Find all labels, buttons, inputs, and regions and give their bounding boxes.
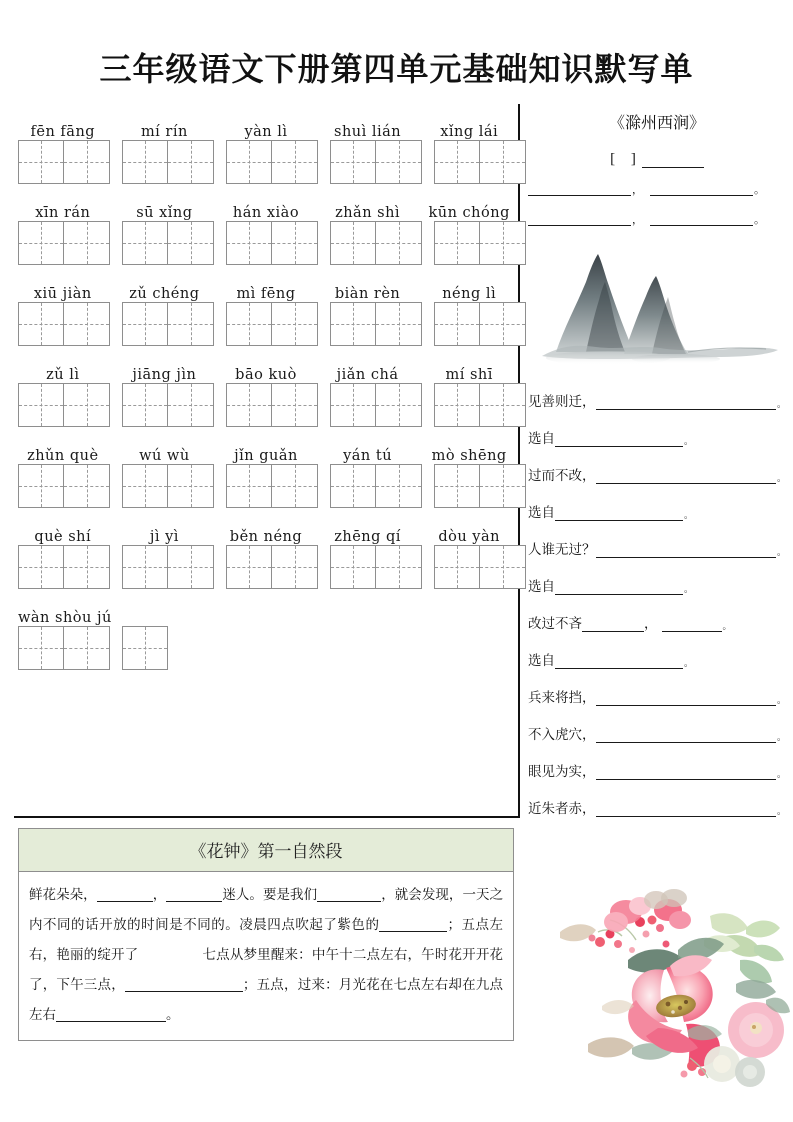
tianzige-cell[interactable] <box>272 383 318 427</box>
tianzige-cell[interactable] <box>480 302 526 346</box>
tianzige-cell[interactable] <box>272 464 318 508</box>
pinyin-label-row <box>18 272 514 302</box>
proverb-text: 选自 <box>528 431 555 448</box>
tianzige-cell[interactable] <box>272 221 318 265</box>
proverb-text: 不入虎穴， <box>528 727 596 744</box>
proverb-text: 兵来将挡， <box>528 690 596 707</box>
proverb-blank[interactable] <box>662 617 722 632</box>
poem-blank-row <box>528 182 786 196</box>
tianzige-cell[interactable] <box>480 221 526 265</box>
tianzige-cell[interactable] <box>64 464 110 508</box>
proverb-period: 。 <box>776 548 786 558</box>
pinyin-row <box>18 596 514 676</box>
pinyin-label: zhǎn shì <box>335 205 401 221</box>
proverb-line <box>528 569 786 595</box>
tianzige-cell[interactable] <box>122 626 168 670</box>
proverb-line <box>528 717 786 743</box>
proverb-comma: ， <box>644 616 658 633</box>
tianzige-group[interactable] <box>434 302 526 352</box>
poem-author-line <box>528 151 786 168</box>
tianzige-group[interactable] <box>122 626 168 676</box>
proverb-blank[interactable] <box>596 395 776 410</box>
tianzige-group[interactable] <box>330 140 422 190</box>
tianzige-cell[interactable] <box>480 464 526 508</box>
floral-decoration <box>540 888 790 1103</box>
tianzige-group[interactable] <box>434 545 526 595</box>
poem-section <box>528 110 786 828</box>
tianzige-cell[interactable] <box>168 221 214 265</box>
pinyin-label: sū xǐng <box>136 205 193 221</box>
grid-row <box>18 383 514 433</box>
proverb-blank[interactable] <box>596 765 776 780</box>
author-blank[interactable] <box>642 153 704 168</box>
tianzige-cell[interactable] <box>226 221 272 265</box>
proverb-text: 人谁无过？ <box>528 542 596 559</box>
pinyin-label: biàn rèn <box>334 286 401 302</box>
pinyin-label: mí shī <box>445 367 493 383</box>
article-blank-6[interactable] <box>56 1007 166 1022</box>
pinyin-label: zhēng qí <box>334 529 401 545</box>
tianzige-cell[interactable] <box>168 140 214 184</box>
proverb-line <box>528 458 786 484</box>
proverb-text: 近朱者赤， <box>528 801 596 818</box>
poem-title: 《滁州西涧》 <box>608 113 705 132</box>
proverb-blank[interactable] <box>596 543 776 558</box>
tianzige-group[interactable] <box>18 302 110 352</box>
tianzige-cell[interactable] <box>376 545 422 589</box>
tianzige-cell[interactable] <box>480 545 526 589</box>
tianzige-group[interactable] <box>18 140 110 190</box>
tianzige-cell[interactable] <box>434 221 480 265</box>
tianzige-cell[interactable] <box>330 302 376 346</box>
tianzige-cell[interactable] <box>18 140 64 184</box>
tianzige-group[interactable] <box>330 545 422 595</box>
proverb-period: 。 <box>684 511 694 521</box>
tianzige-group[interactable] <box>226 383 318 433</box>
tianzige-cell[interactable] <box>122 545 168 589</box>
article-text-2: ， <box>152 887 167 903</box>
pinyin-label: xiū jiàn <box>33 286 92 302</box>
tianzige-group[interactable] <box>226 464 318 514</box>
grid-row <box>18 140 514 190</box>
tianzige-cell[interactable] <box>434 383 480 427</box>
tianzige-cell[interactable] <box>376 221 422 265</box>
tianzige-cell[interactable] <box>18 302 64 346</box>
horizontal-divider <box>14 816 519 818</box>
pinyin-label: kūn chóng <box>428 205 510 221</box>
tianzige-cell[interactable] <box>330 383 376 427</box>
proverb-line <box>528 606 786 632</box>
tianzige-cell[interactable] <box>64 140 110 184</box>
proverb-text: 改过不吝 <box>528 616 582 633</box>
proverb-text: 选自 <box>528 505 555 522</box>
grid-row <box>18 545 514 595</box>
tianzige-group[interactable] <box>18 464 110 514</box>
tianzige-cell[interactable] <box>226 545 272 589</box>
pinyin-label: wú wù <box>139 448 190 464</box>
pinyin-label: què shí <box>34 529 92 545</box>
tianzige-cell[interactable] <box>64 383 110 427</box>
pinyin-label-row <box>18 434 514 464</box>
pinyin-label: hán xiào <box>232 205 300 221</box>
article-text-13: 。 <box>166 1007 180 1023</box>
tianzige-cell[interactable] <box>64 626 110 670</box>
proverb-blank[interactable] <box>596 691 776 706</box>
tianzige-group[interactable] <box>18 383 110 433</box>
tianzige-cell[interactable] <box>168 302 214 346</box>
grid-row <box>18 626 514 676</box>
pinyin-label-row <box>18 596 514 626</box>
proverb-line <box>528 384 786 410</box>
tianzige-cell[interactable] <box>272 545 318 589</box>
proverb-line <box>528 680 786 706</box>
author-bracket: [ ] <box>610 151 642 167</box>
pinyin-label: shuì lián <box>334 124 402 140</box>
tianzige-cell[interactable] <box>168 464 214 508</box>
tianzige-cell[interactable] <box>480 140 526 184</box>
tianzige-cell[interactable] <box>122 140 168 184</box>
article-blank-3[interactable] <box>317 887 381 902</box>
article-body <box>19 872 513 1040</box>
tianzige-cell[interactable] <box>226 140 272 184</box>
tianzige-cell[interactable] <box>64 302 110 346</box>
article-text-12: 却在九点左右 <box>29 977 504 1023</box>
pinyin-label: xǐng lái <box>440 124 499 140</box>
proverb-text: 眼见为实， <box>528 764 596 781</box>
tianzige-group[interactable] <box>122 545 214 595</box>
pinyin-label: jiāng jìn <box>132 367 197 383</box>
poem-period-1: 。 <box>754 184 765 196</box>
pinyin-label-row <box>18 353 514 383</box>
tianzige-cell[interactable] <box>376 464 422 508</box>
tianzige-group[interactable] <box>122 464 214 514</box>
tianzige-group[interactable] <box>18 545 110 595</box>
pinyin-label: mì fēng <box>236 286 296 302</box>
article-blank-1[interactable] <box>97 887 153 902</box>
tianzige-group[interactable] <box>330 464 422 514</box>
tianzige-cell[interactable] <box>330 221 376 265</box>
tianzige-cell[interactable] <box>18 626 64 670</box>
tianzige-group[interactable] <box>434 221 526 271</box>
proverb-text: 过而不改， <box>528 468 596 485</box>
tianzige-cell[interactable] <box>122 221 168 265</box>
tianzige-group[interactable] <box>18 221 110 271</box>
poem-period-2: 。 <box>754 214 765 226</box>
pinyin-label: dòu yàn <box>438 529 500 545</box>
article-text-7: ；五点左右，艳丽的绽开了 <box>29 917 504 963</box>
tianzige-group[interactable] <box>122 140 214 190</box>
proverb-line <box>528 532 786 558</box>
poem-blank-1a[interactable] <box>528 182 631 196</box>
tianzige-cell[interactable] <box>18 221 64 265</box>
proverb-blank[interactable] <box>596 469 776 484</box>
tianzige-cell[interactable] <box>376 383 422 427</box>
article-blank-4[interactable] <box>379 917 447 932</box>
tianzige-cell[interactable] <box>122 464 168 508</box>
proverb-line <box>528 495 786 521</box>
pinyin-label: jiǎn chá <box>336 367 399 383</box>
proverb-blank[interactable] <box>555 580 683 595</box>
tianzige-cell[interactable] <box>272 140 318 184</box>
poem-blank-1b[interactable] <box>650 182 753 196</box>
proverb-blank[interactable] <box>555 432 683 447</box>
proverb-period: 。 <box>684 437 694 447</box>
tianzige-cell[interactable] <box>272 302 318 346</box>
pinyin-label-row <box>18 110 514 140</box>
pinyin-label-row <box>18 191 514 221</box>
tianzige-cell[interactable] <box>168 383 214 427</box>
proverb-text: 见善则迁， <box>528 394 596 411</box>
pinyin-label: néng lì <box>442 286 497 302</box>
pinyin-label: zhǔn què <box>27 448 99 464</box>
tianzige-group[interactable] <box>434 464 526 514</box>
pinyin-label: yán tú <box>343 448 393 464</box>
pinyin-label: zǔ lì <box>46 367 80 383</box>
grid-row <box>18 302 514 352</box>
vertical-divider <box>518 104 520 818</box>
proverb-period: 。 <box>776 400 786 410</box>
tianzige-cell[interactable] <box>330 464 376 508</box>
article-text-10: 点， <box>97 977 125 993</box>
article-text-3: 迷人。要是我们 <box>222 887 318 903</box>
proverb-period: 。 <box>776 474 786 484</box>
poem-blank-2b[interactable] <box>650 212 753 226</box>
tianzige-cell[interactable] <box>18 383 64 427</box>
tianzige-cell[interactable] <box>434 464 480 508</box>
proverb-period: 。 <box>684 659 694 669</box>
pinyin-label-row <box>18 515 514 545</box>
tianzige-group[interactable] <box>330 383 422 433</box>
proverb-period: 。 <box>776 807 786 817</box>
page-title: 三年级语文下册第四单元基础知识默写单 <box>99 50 694 88</box>
proverb-period: 。 <box>776 696 786 706</box>
pinyin-row <box>18 272 514 352</box>
pinyin-label: bāo kuò <box>235 367 297 383</box>
proverb-line <box>528 421 786 447</box>
pinyin-row <box>18 434 514 514</box>
tianzige-cell[interactable] <box>168 545 214 589</box>
tianzige-group[interactable] <box>226 545 318 595</box>
tianzige-cell[interactable] <box>226 302 272 346</box>
tianzige-cell[interactable] <box>376 302 422 346</box>
pinyin-label: běn néng <box>229 529 303 545</box>
pinyin-label: xīn rán <box>35 205 91 221</box>
proverb-text: 选自 <box>528 579 555 596</box>
proverb-blank[interactable] <box>596 728 776 743</box>
proverb-line <box>528 643 786 669</box>
grid-row <box>18 221 514 271</box>
tianzige-group[interactable] <box>434 383 526 433</box>
tianzige-group[interactable] <box>226 140 318 190</box>
article-paragraph <box>29 880 503 1030</box>
tianzige-cell[interactable] <box>434 140 480 184</box>
proverb-list <box>528 384 786 817</box>
article-box <box>18 828 514 1041</box>
article-text-5: 现，一天之内不同的话开放的时间是不同的。凌晨四点吹起了紫色 <box>29 887 504 933</box>
tianzige-cell[interactable] <box>122 383 168 427</box>
proverb-text: 选自 <box>528 653 555 670</box>
tianzige-cell[interactable] <box>376 140 422 184</box>
article-text-9: 来：中午十二点左右，午时花开开花了，下午三 <box>29 947 504 993</box>
proverb-blank[interactable] <box>596 802 776 817</box>
poem-blank-row <box>528 212 786 226</box>
tianzige-group[interactable] <box>226 221 318 271</box>
tianzige-cell[interactable] <box>18 464 64 508</box>
tianzige-cell[interactable] <box>64 545 110 589</box>
pinyin-grid-section <box>18 110 514 677</box>
pinyin-label: zǔ chéng <box>129 286 200 302</box>
proverb-period: 。 <box>684 585 694 595</box>
pinyin-row <box>18 191 514 271</box>
proverb-line <box>528 791 786 817</box>
tianzige-group[interactable] <box>434 140 526 190</box>
tianzige-cell[interactable] <box>18 545 64 589</box>
proverb-blank[interactable] <box>555 654 683 669</box>
proverb-blank[interactable] <box>555 506 683 521</box>
article-blank-2[interactable] <box>166 887 222 902</box>
poem-blank-2a[interactable] <box>528 212 631 226</box>
proverb-blank[interactable] <box>582 617 644 632</box>
article-text-8: 七点从梦里醒 <box>202 947 285 963</box>
pinyin-row <box>18 110 514 190</box>
mountain-ink-illustration <box>528 242 786 370</box>
proverb-period: 。 <box>722 622 732 632</box>
proverb-line <box>528 754 786 780</box>
poem-comma-1: ， <box>632 184 643 196</box>
tianzige-group[interactable] <box>122 221 214 271</box>
article-text-11: ；五点，过来：月光花在七点左右 <box>242 977 449 993</box>
tianzige-group[interactable] <box>18 626 110 676</box>
pinyin-label: jǐn guǎn <box>234 448 298 464</box>
pinyin-label: fēn fāng <box>30 124 96 140</box>
pinyin-label: mò shēng <box>431 448 507 464</box>
proverb-period: 。 <box>776 733 786 743</box>
pinyin-label: mí rín <box>140 124 188 140</box>
tianzige-cell[interactable] <box>122 302 168 346</box>
tianzige-cell[interactable] <box>226 464 272 508</box>
tianzige-cell[interactable] <box>226 383 272 427</box>
article-text-1: 鲜花朵朵， <box>29 887 97 903</box>
pinyin-label: wàn shòu jú <box>18 610 112 626</box>
poem-comma-2: ， <box>632 214 643 226</box>
tianzige-cell[interactable] <box>434 302 480 346</box>
tianzige-group[interactable] <box>330 302 422 352</box>
tianzige-cell[interactable] <box>480 383 526 427</box>
tianzige-group[interactable] <box>330 221 422 271</box>
article-text-6: 的 <box>365 917 380 933</box>
tianzige-cell[interactable] <box>330 140 376 184</box>
pinyin-row <box>18 353 514 433</box>
tianzige-group[interactable] <box>226 302 318 352</box>
tianzige-cell[interactable] <box>434 545 480 589</box>
tianzige-group[interactable] <box>122 302 214 352</box>
article-heading: 《花钟》第一自然段 <box>19 829 513 872</box>
article-blank-5[interactable] <box>125 977 243 992</box>
tianzige-cell[interactable] <box>330 545 376 589</box>
pinyin-label: yàn lì <box>244 124 288 140</box>
tianzige-group[interactable] <box>122 383 214 433</box>
proverb-period: 。 <box>776 770 786 780</box>
pinyin-row <box>18 515 514 595</box>
grid-row <box>18 464 514 514</box>
article-text-4: ，就会发 <box>381 887 436 903</box>
pinyin-label: jì yì <box>149 529 179 545</box>
tianzige-cell[interactable] <box>64 221 110 265</box>
